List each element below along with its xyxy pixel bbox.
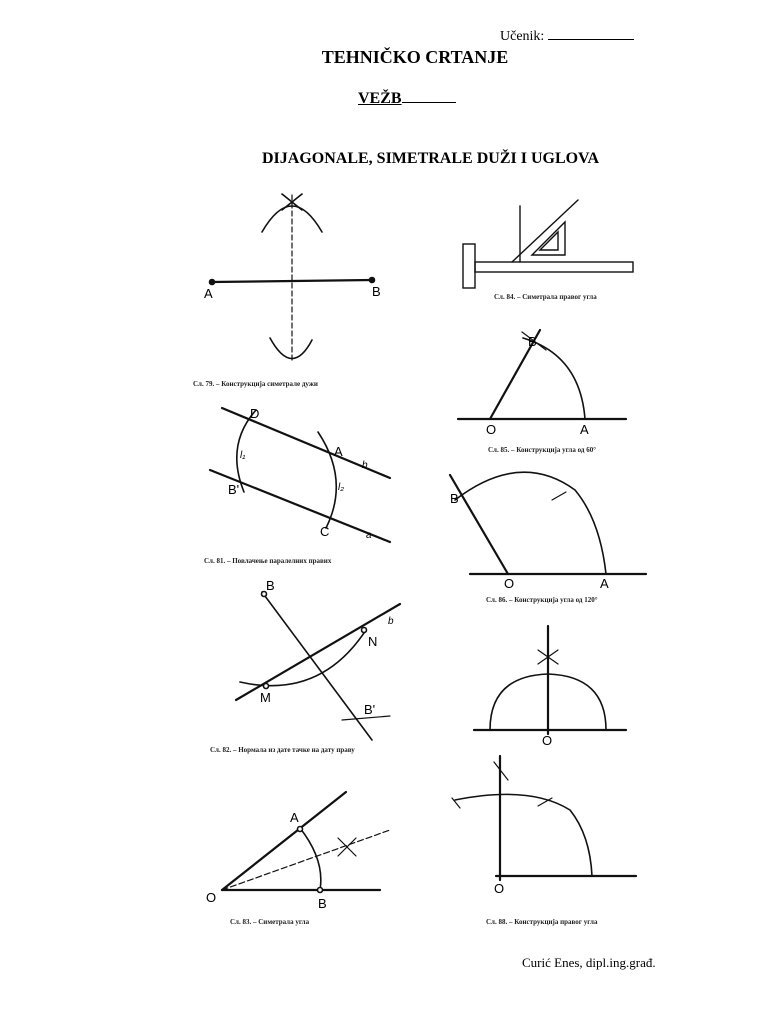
document-title: TEHNIČKO CRTANJE xyxy=(321,47,509,67)
caption-86: Сл. 86. – Конструкција угла од 120° xyxy=(486,596,598,604)
caption-81: Сл. 81. – Повлачење паралелних правих xyxy=(204,557,332,565)
label-b: B xyxy=(450,491,459,506)
line-a xyxy=(210,470,390,542)
label-o: O xyxy=(494,881,505,896)
arc-60 xyxy=(523,338,585,419)
author-credit: Curić Enes, dipl.ing.građ. xyxy=(522,955,656,970)
arc-mn xyxy=(240,630,366,686)
arc-bottom xyxy=(270,338,312,359)
label-a: A xyxy=(580,422,589,437)
t-square-blade xyxy=(475,262,633,272)
figure-86 xyxy=(450,472,646,604)
label-b: B xyxy=(318,896,327,911)
figure-85 xyxy=(458,330,626,454)
label-l1: l₁ xyxy=(240,450,246,461)
point-b xyxy=(318,888,323,893)
label-o: O xyxy=(486,422,497,437)
student-label: Učenik: xyxy=(500,29,545,44)
point-n xyxy=(362,628,367,633)
point-b xyxy=(370,278,375,283)
figure-83 xyxy=(206,792,390,926)
label-o: O xyxy=(206,890,217,905)
figure-87 xyxy=(474,626,626,748)
label-o: O xyxy=(504,576,515,591)
label-b: B xyxy=(266,578,275,593)
label-b: B xyxy=(528,334,537,349)
label-line-a: a xyxy=(366,530,372,541)
arc-right-angle xyxy=(455,794,592,876)
label-l2: l₂ xyxy=(338,482,345,493)
caption-84: Сл. 84. – Симетрала правог угла xyxy=(494,293,597,301)
caption-83: Сл. 83. – Симетрала угла xyxy=(230,918,310,926)
label-d: D xyxy=(250,406,260,421)
figure-79 xyxy=(193,194,381,388)
label-line-b: b xyxy=(388,616,394,627)
label-a: A xyxy=(334,444,343,459)
label-n: N xyxy=(368,634,378,649)
exercise-label: VEŽB xyxy=(358,90,402,107)
angle-ray xyxy=(450,475,508,574)
t-square-head xyxy=(463,244,475,288)
bisector-edge xyxy=(512,200,578,262)
point-a xyxy=(298,827,303,832)
caption-88: Сл. 88. – Конструкција правог угла xyxy=(486,918,598,926)
ray-oa xyxy=(222,792,346,890)
label-a: A xyxy=(290,810,299,825)
arc-mark xyxy=(552,492,566,500)
figure-81 xyxy=(204,406,390,565)
label-c: C xyxy=(320,524,330,539)
label-line-b: b xyxy=(362,460,368,471)
caption-85: Сл. 85. – Конструкција угла од 60° xyxy=(488,446,596,454)
label-a: A xyxy=(204,286,213,301)
figure-84 xyxy=(463,200,633,301)
caption-79: Сл. 79. – Конструкција симетрале дужи xyxy=(193,380,318,388)
bisector-line xyxy=(222,830,390,890)
point-m xyxy=(264,684,269,689)
label-a: A xyxy=(600,576,609,591)
label-b: B xyxy=(372,284,381,299)
point-a xyxy=(210,280,215,285)
perpendicular-line xyxy=(262,592,372,740)
figure-88 xyxy=(452,756,636,926)
set-square-inner xyxy=(540,232,558,250)
label-m: M xyxy=(260,690,271,705)
figure-82 xyxy=(210,578,400,754)
caption-82: Сл. 82. – Нормала из дате тачке на дату праву xyxy=(210,746,355,754)
section-subtitle: DIJAGONALE, SIMETRALE DUŽI I UGLOVA xyxy=(262,150,600,167)
label-b-prime: B' xyxy=(364,702,376,717)
label-o: O xyxy=(542,733,553,748)
label-b-prime: B' xyxy=(228,482,240,497)
